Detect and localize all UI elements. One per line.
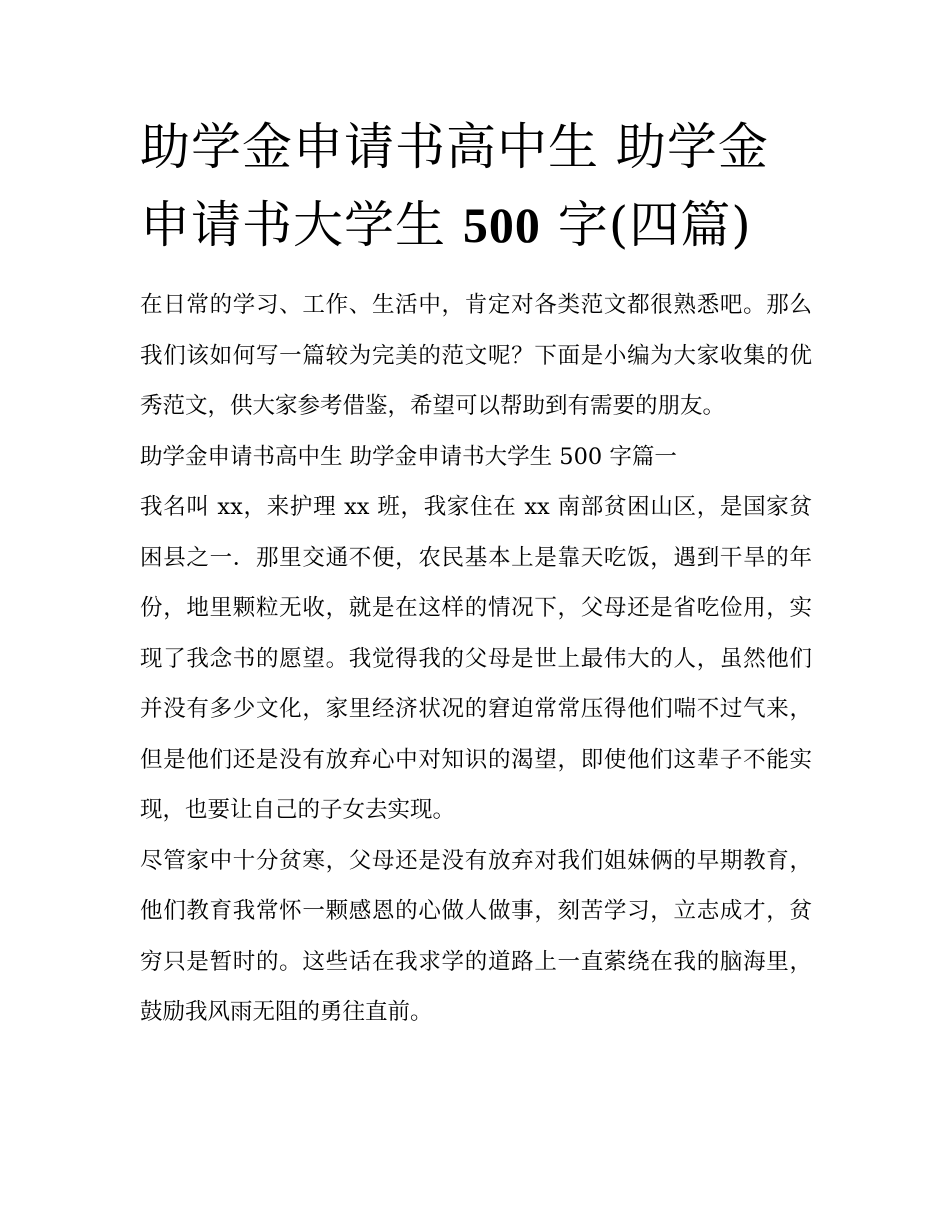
intro-paragraph: 在日常的学习、工作、生活中，肯定对各类范文都很熟悉吧。那么我们该如何写一篇较为完美的范文呢？下面是小编为大家收集的优秀范文，供大家参考借鉴，希望可以帮助到有需要的朋友。 [140,292,812,419]
document-content [140,108,812,1038]
title-text-part2: 字(四篇) [540,196,752,254]
body-paragraph-2: 尽管家中十分贫寒，父母还是没有放弃对我们姐妹俩的早期教育，他们教育我常怀一颗感恩的心做人做事，刻苦学习，立志成才，贫穷只是暂时的。这些话在我求学的道路上一直萦绕在我的脑海里，鼓励我风雨无阻的勇往直前。 [140,847,812,1025]
section-heading: 助学金申请书高中生 助学金申请书大学生 500 字篇一 [140,443,677,470]
document-title [140,108,812,264]
title-text-part1: 助学金申请书高中生 助学金申请书大学生 [140,118,769,254]
body-paragraph-1: 我名叫 xx，来护理 xx 班，我家住在 xx 南部贫困山区，是国家贫困县之一．那里交通不便，农民基本上是靠天吃饭，遇到干旱的年份，地里颗粒无收，就是在这样的情况下，父母还是省吃俭用，实现了我念书的愿望。我觉得我的父母是世上最伟大的人，虽然他们并没有多少文化，家里经济状况的窘迫常常压得他们喘不过气来，但是他们还是没有放弃心中对知识的渴望，即使他们这辈子不能实现，也要让自己的子女去实现。 [140,494,812,823]
title-number: 500 [462,197,541,253]
